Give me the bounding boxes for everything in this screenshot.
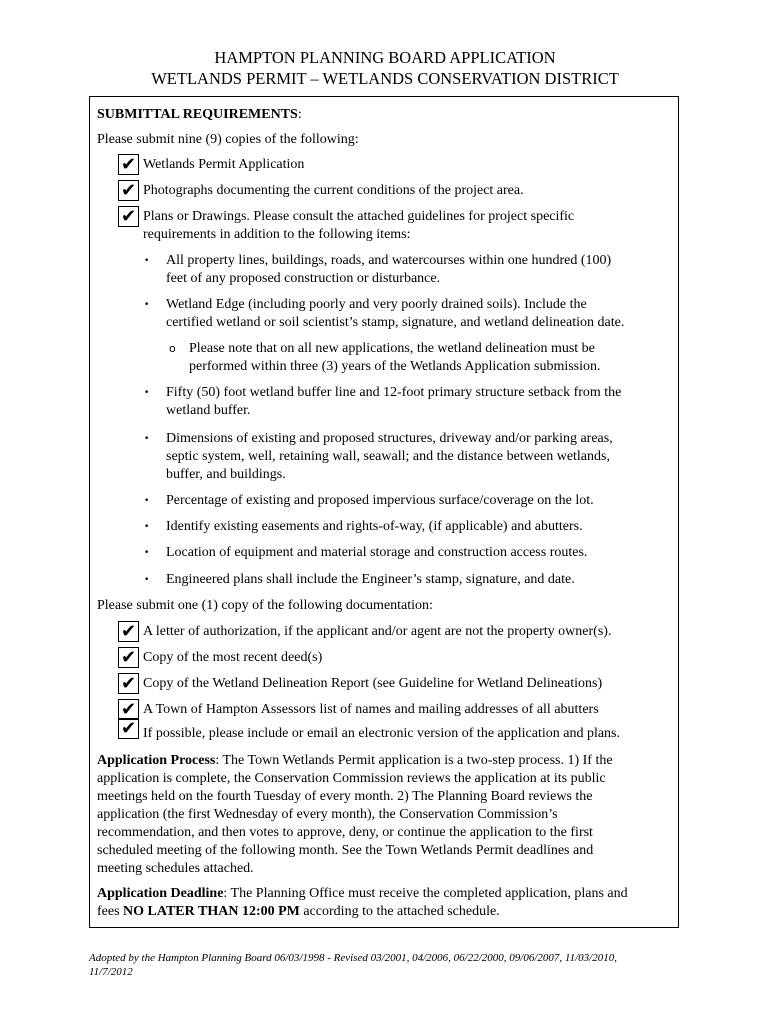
footer-revision-history-cont: 11/7/2012	[89, 966, 133, 978]
checklist-item-delineation-report: Copy of the Wetland Delineation Report (see Guideline for Wetland Delineations)	[143, 676, 603, 691]
checklist-item-authorization-letter: A letter of authorization, if the applicant and/or agent are not the property owner(s).	[143, 624, 612, 639]
sub-bullet-icon: o	[169, 342, 176, 355]
checkmark-icon: ✔	[118, 180, 139, 201]
application-process-line1: Application Process: The Town Wetlands Permit application is a two-step process. 1) If the	[97, 753, 613, 768]
page-subtitle: WETLANDS PERMIT – WETLANDS CONSERVATION DISTRICT	[151, 69, 619, 88]
application-process-line2: application is complete, the Conservation Commission reviews the application at its public	[97, 771, 606, 786]
application-deadline-line1: Application Deadline: The Planning Office must receive the completed application, plans and	[97, 886, 628, 901]
bullet-icon: •	[144, 522, 150, 532]
checklist-item-deed: Copy of the most recent deed(s)	[143, 650, 323, 665]
bullet-buffer-line-cont: wetland buffer.	[166, 403, 251, 418]
application-process-line6: scheduled meeting of the following month. See the Town Wetlands Permit deadlines and	[97, 843, 594, 858]
checkmark-icon: ✔	[118, 673, 139, 694]
bullet-easements: Identify existing easements and rights-of-way, (if applicable) and abutters.	[166, 519, 583, 534]
checkmark-icon: ✔	[118, 699, 139, 720]
bullet-dimensions: Dimensions of existing and proposed structures, driveway and/or parking areas,	[166, 431, 613, 446]
checklist-item-photographs: Photographs documenting the current conditions of the project area.	[143, 183, 524, 198]
bullet-icon: •	[144, 496, 150, 506]
application-process-line4: application (the first Wednesday of every month), the Conservation Commission’s	[97, 807, 558, 822]
checklist-item-electronic-version: If possible, please include or email an electronic version of the application and plans.	[143, 726, 621, 741]
checklist-item-plans-cont: requirements in addition to the following items:	[143, 227, 411, 242]
bullet-icon: •	[144, 434, 150, 444]
bullet-icon: •	[144, 300, 150, 310]
bullet-dimensions-cont2: buffer, and buildings.	[166, 467, 286, 482]
bullet-wetland-edge: Wetland Edge (including poorly and very poorly drained soils). Include the	[166, 297, 587, 312]
checklist-item-abutters-list: A Town of Hampton Assessors list of names and mailing addresses of all abutters	[143, 702, 599, 717]
bullet-equipment-storage: Location of equipment and material storage and construction access routes.	[166, 545, 588, 560]
bullet-buffer-line: Fifty (50) foot wetland buffer line and 12-foot primary structure setback from the	[166, 385, 622, 400]
bullet-engineered-plans: Engineered plans shall include the Engineer’s stamp, signature, and date.	[166, 572, 575, 587]
bullet-impervious-surface: Percentage of existing and proposed impervious surface/coverage on the lot.	[166, 493, 594, 508]
bullet-icon: •	[144, 575, 150, 585]
bullet-icon: •	[144, 256, 150, 266]
application-deadline-line2: fees NO LATER THAN 12:00 PM according to the attached schedule.	[97, 904, 500, 919]
sub-bullet-delineation-note: Please note that on all new applications, the wetland delineation must be	[189, 341, 595, 356]
application-process-line3: meetings held on the fourth Tuesday of every month. 2) The Planning Board reviews the	[97, 789, 593, 804]
bullet-property-lines-cont: feet of any proposed construction or disturbance.	[166, 271, 441, 286]
checkmark-icon: ✔	[118, 718, 139, 739]
bullet-icon: •	[144, 548, 150, 558]
checkmark-icon: ✔	[118, 206, 139, 227]
checkmark-icon: ✔	[118, 621, 139, 642]
checkmark-icon: ✔	[118, 154, 139, 175]
bullet-wetland-edge-cont: certified wetland or soil scientist’s stamp, signature, and wetland delineation date.	[166, 315, 625, 330]
bullet-dimensions-cont1: septic system, well, retaining wall, seawall; and the distance between wetlands,	[166, 449, 610, 464]
page-title: HAMPTON PLANNING BOARD APPLICATION	[214, 48, 556, 67]
checkmark-icon: ✔	[118, 647, 139, 668]
intro-one-copy: Please submit one (1) copy of the following documentation:	[97, 598, 433, 613]
sub-bullet-delineation-note-cont: performed within three (3) years of the Wetlands Application submission.	[189, 359, 601, 374]
requirements-heading: SUBMITTAL REQUIREMENTS:	[97, 107, 302, 122]
footer-revision-history: Adopted by the Hampton Planning Board 06/03/1998 - Revised 03/2001, 04/2006, 06/22/2000, 09/06/2007, 11/03/2010,	[89, 952, 617, 964]
checklist-item-plans: Plans or Drawings. Please consult the attached guidelines for project specific	[143, 209, 575, 224]
intro-nine-copies: Please submit nine (9) copies of the following:	[97, 132, 359, 147]
application-process-line7: meeting schedules attached.	[97, 861, 254, 876]
application-process-line5: recommendation, and then votes to approve, deny, or continue the application to the first	[97, 825, 593, 840]
bullet-property-lines: All property lines, buildings, roads, and watercourses within one hundred (100)	[166, 253, 612, 268]
bullet-icon: •	[144, 388, 150, 398]
checklist-item-permit-application: Wetlands Permit Application	[143, 157, 305, 172]
